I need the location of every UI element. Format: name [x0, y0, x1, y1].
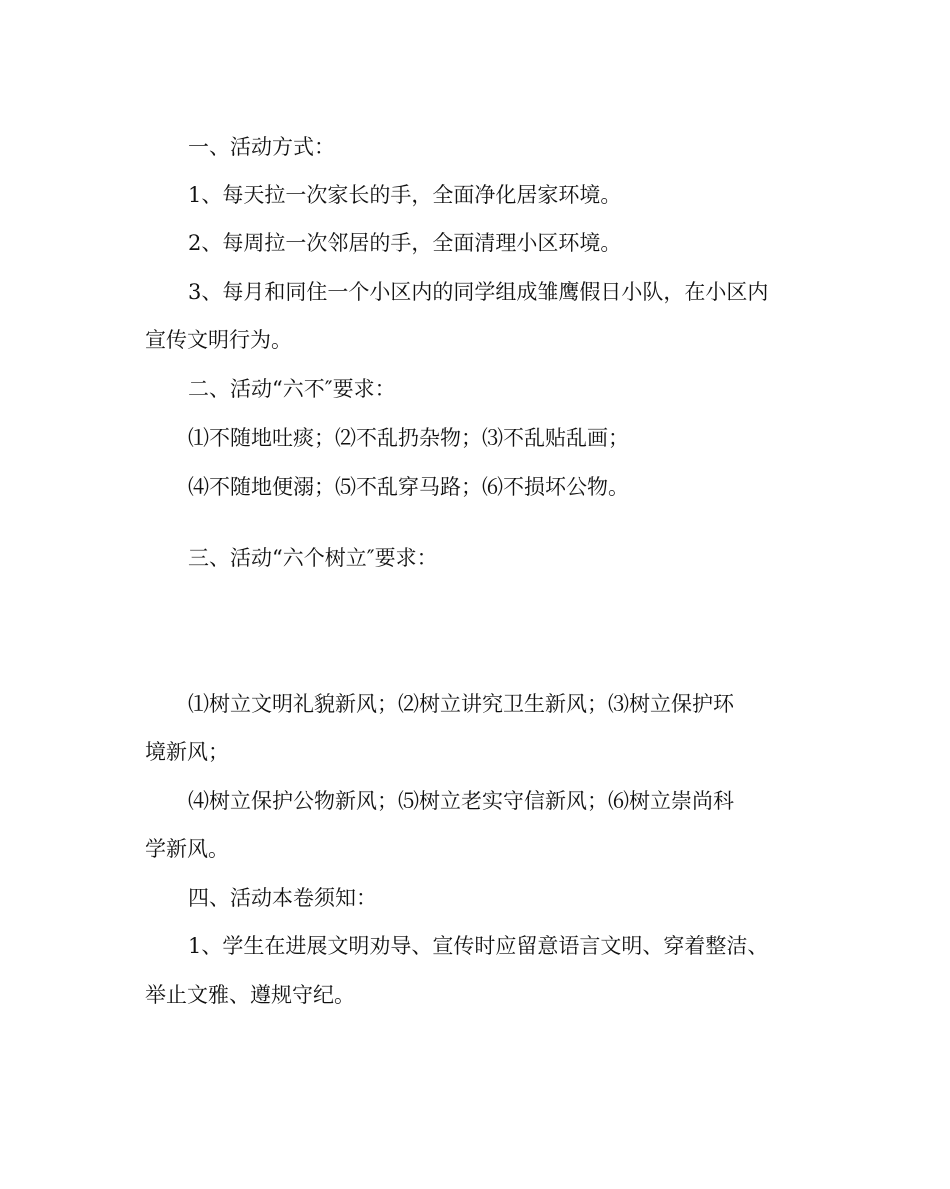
section1-item3-line2: 宣传文明行为。: [145, 328, 292, 352]
section2-line1: ⑴不随地吐痰；⑵不乱扔杂物；⑶不乱贴乱画；: [188, 426, 629, 450]
section3-para1-line1: ⑴树立文明礼貌新风；⑵树立讲究卫生新风；⑶树立保护环: [188, 692, 734, 716]
section2-line2: ⑷不随地便溺；⑸不乱穿马路；⑹不损坏公物。: [188, 475, 629, 499]
section1-heading: 一、活动方式：: [188, 135, 335, 159]
section3-para2-line2: 学新风。: [145, 837, 229, 861]
section4-item1-line2: 举止文雅、遵规守纪。: [145, 983, 355, 1007]
section3-para1-line2: 境新风；: [145, 740, 229, 764]
section4-item1-line1: 1、学生在进展文明劝导、宣传时应留意语言文明、穿着整洁、: [188, 934, 769, 958]
section2-heading: 二、活动“六不″要求：: [188, 377, 396, 401]
section1-item1: 1、每天拉一次家长的手，全面净化居家环境。: [188, 183, 622, 207]
section3-heading: 三、活动“六个树立″要求：: [188, 546, 438, 570]
section1-item3-line1: 3、每月和同住一个小区内的同学组成雏鹰假日小队，在小区内: [188, 280, 769, 304]
section1-item2: 2、每周拉一次邻居的手，全面清理小区环境。: [188, 231, 622, 255]
section4-heading: 四、活动本卷须知：: [188, 886, 377, 910]
section3-para2-line1: ⑷树立保护公物新风；⑸树立老实守信新风；⑹树立崇尚科: [188, 789, 734, 813]
